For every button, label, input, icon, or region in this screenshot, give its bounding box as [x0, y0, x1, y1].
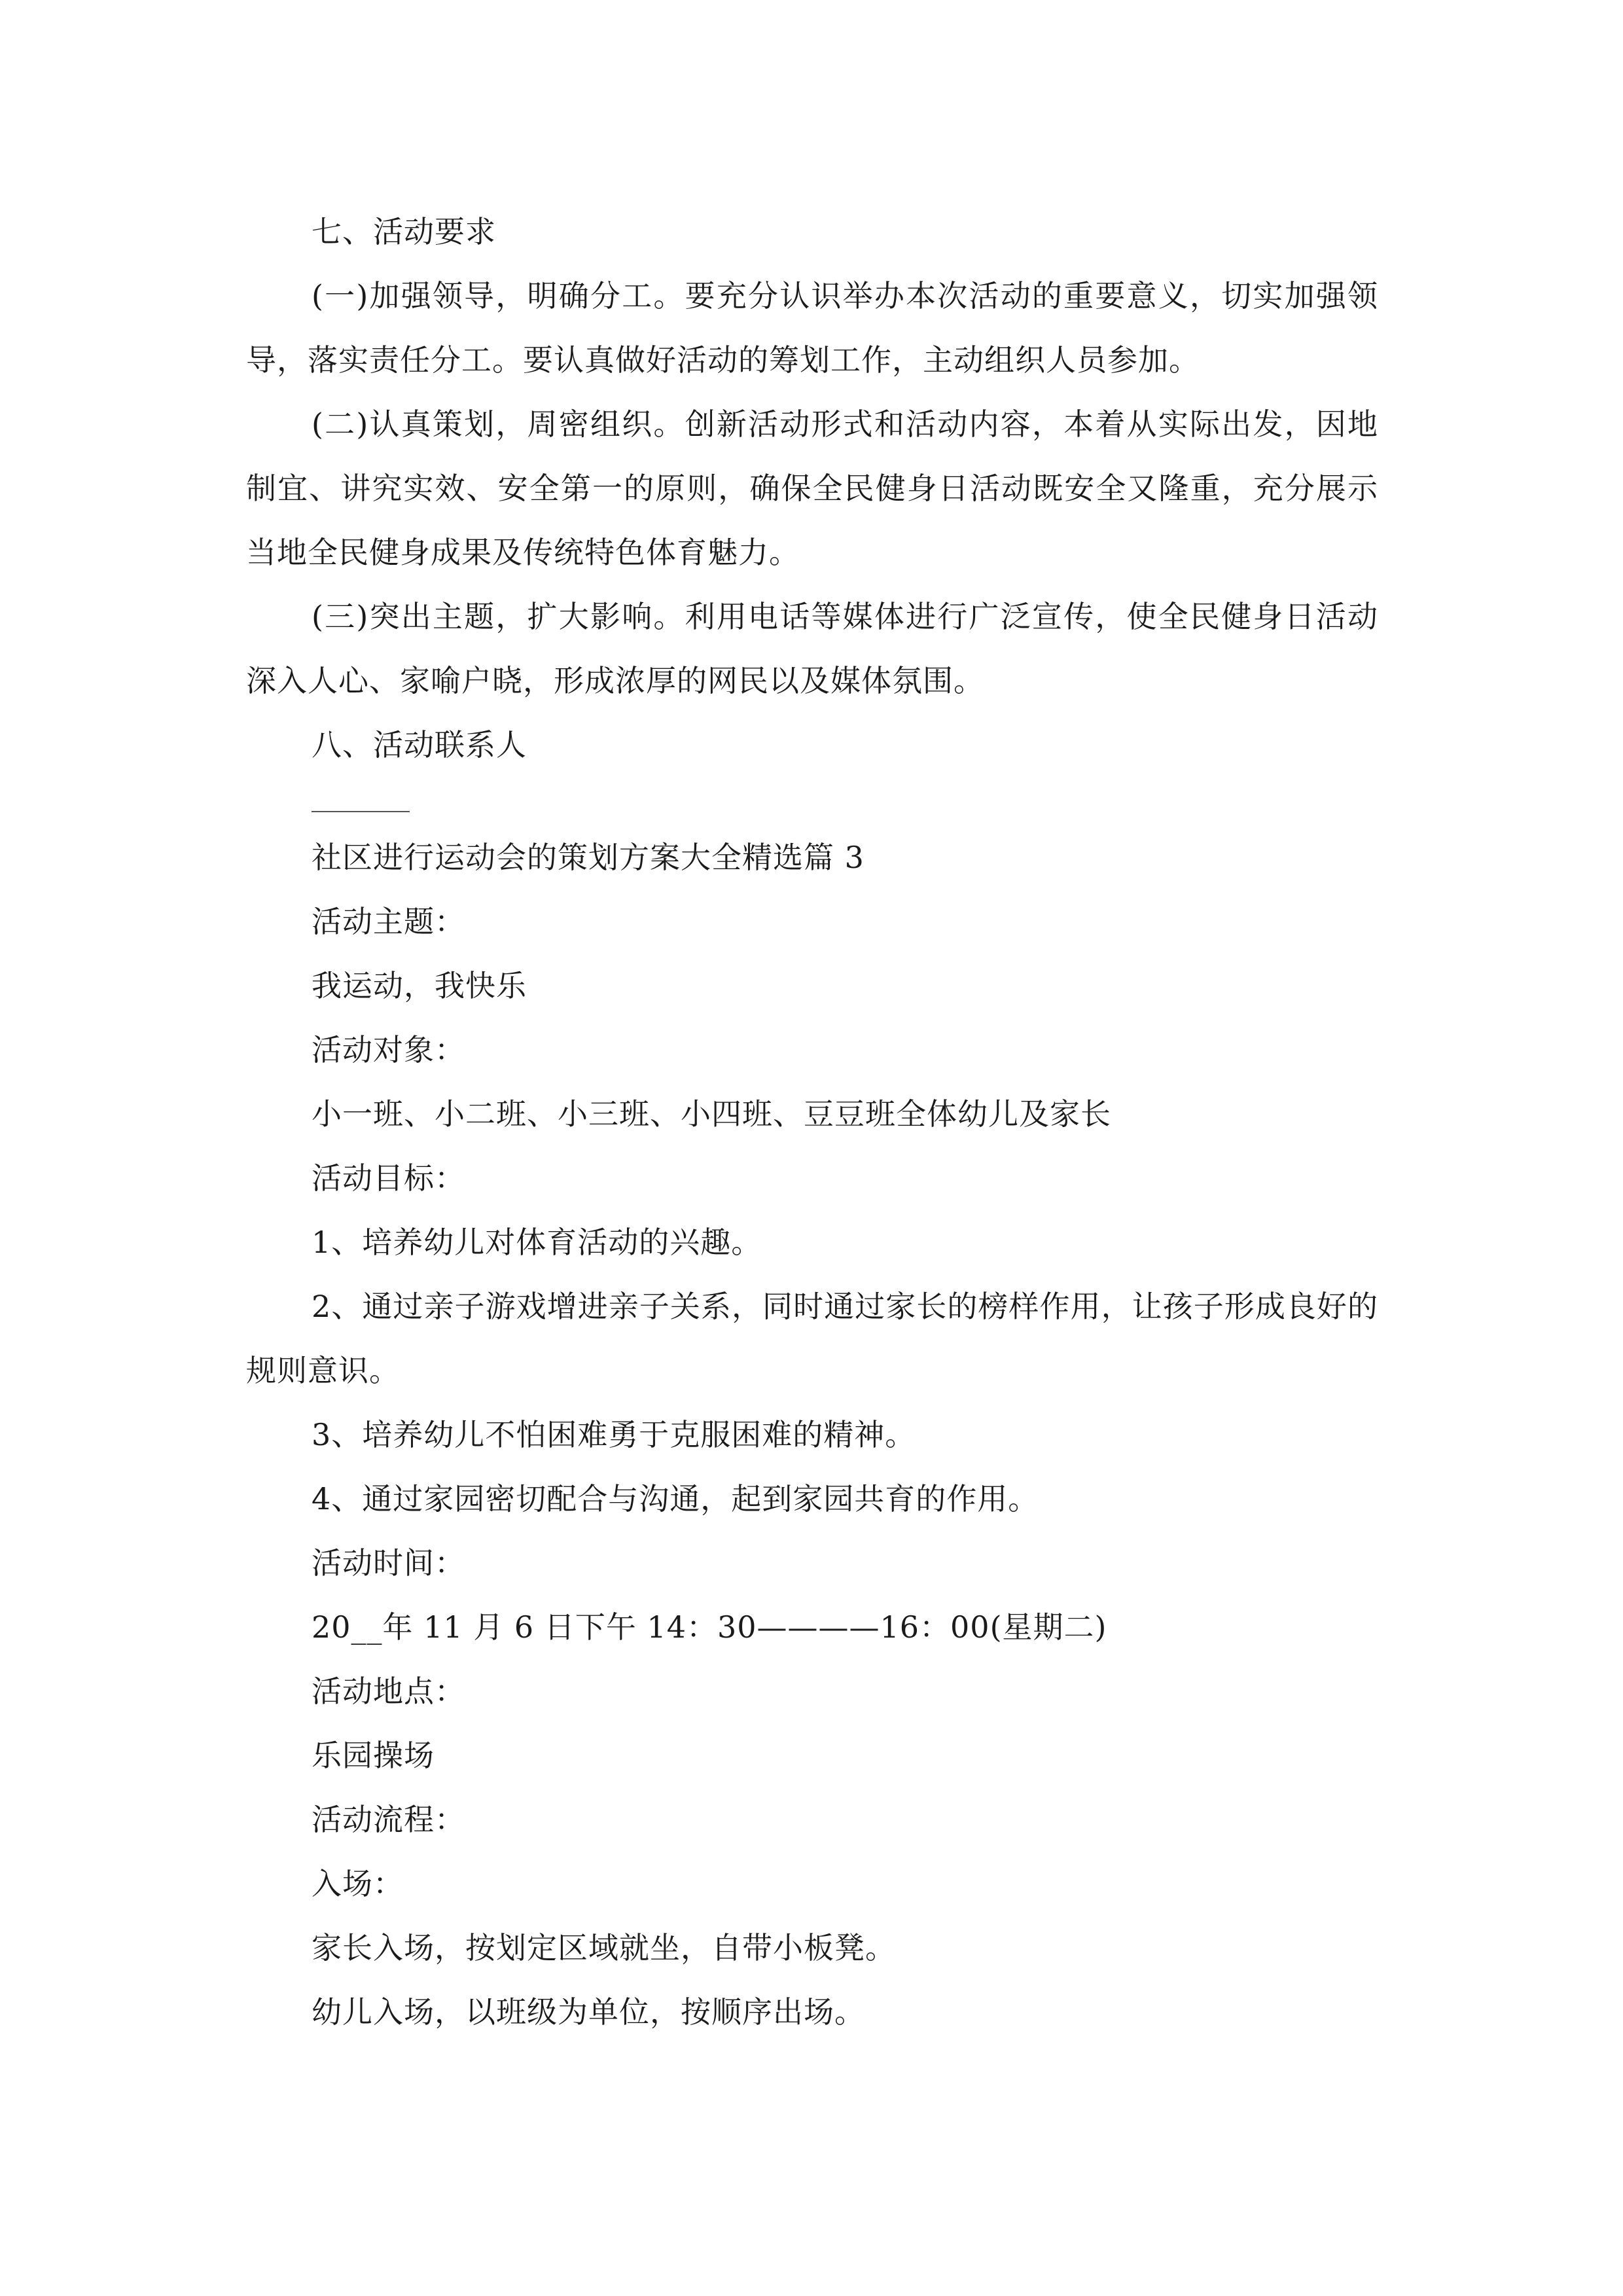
requirement-paragraph-3: (三)突出主题，扩大影响。利用电话等媒体进行广泛宣传，使全民健身日活动深入人心、家喻户晓，形成浓厚的网民以及媒体氛围。 [246, 599, 1378, 698]
requirement-paragraph-1: (一)加强领导，明确分工。要充分认识举办本次活动的重要意义，切实加强领导，落实责任分工。要认真做好活动的筹划工作，主动组织人员参加。 [246, 278, 1378, 378]
theme-value: 我运动，我快乐 [312, 968, 527, 1003]
goal-item-3: 3、培养幼儿不怕困难勇于克服困难的精神。 [312, 1417, 916, 1452]
target-value: 小一班、小二班、小三班、小四班、豆豆班全体幼儿及家长 [312, 1096, 1111, 1132]
time-value: 20__年 11 月 6 日下午 14：30————16：00(星期二) [312, 1609, 1107, 1645]
heading-activity-contact: 八、活动联系人 [312, 727, 527, 762]
entrance-label: 入场： [312, 1866, 404, 1901]
goal-item-1: 1、培养幼儿对体育活动的兴趣。 [312, 1225, 762, 1260]
goal-item-2: 2、通过亲子游戏增进亲子关系，同时通过家长的榜样作用，让孩子形成良好的规则意识。 [246, 1289, 1378, 1388]
time-label: 活动时间： [312, 1545, 465, 1581]
goals-label: 活动目标： [312, 1160, 465, 1196]
heading-activity-requirements: 七、活动要求 [312, 214, 496, 249]
goal-item-4: 4、通过家园密切配合与沟通，起到家园共育的作用。 [312, 1481, 1039, 1516]
requirement-paragraph-2: (二)认真策划，周密组织。创新活动形式和活动内容，本着从实际出发，因地制宜、讲究实效、安全第一的原则，确保全民健身日活动既安全又隆重，充分展示当地全民健身成果及传统特色体育魅力。 [246, 406, 1378, 570]
entrance-children: 幼儿入场，以班级为单位，按顺序出场。 [312, 1994, 865, 2030]
target-label: 活动对象： [312, 1032, 465, 1067]
section-divider [312, 811, 410, 812]
place-label: 活动地点： [312, 1674, 465, 1709]
entrance-parents: 家长入场，按划定区域就坐，自带小板凳。 [312, 1930, 896, 1965]
process-label: 活动流程： [312, 1802, 465, 1837]
section-3-title: 社区进行运动会的策划方案大全精选篇 3 [312, 840, 865, 875]
document-body [246, 200, 1378, 2044]
place-value: 乐园操场 [312, 1738, 435, 1773]
theme-label: 活动主题： [312, 904, 465, 939]
